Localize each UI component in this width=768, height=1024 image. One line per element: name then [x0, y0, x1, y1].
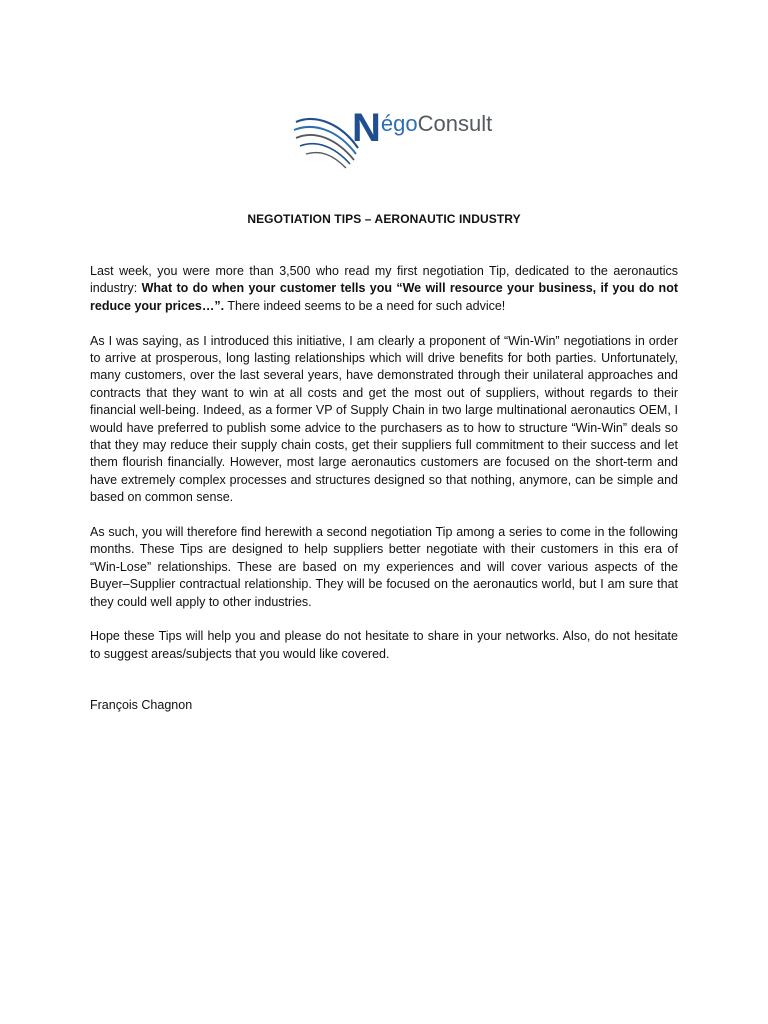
- paragraph-intro-text: Last week, you were more than 3,500 who read my first negotiation Tip, dedicated to the aeronautics industry:: [90, 264, 678, 296]
- document-body: [90, 263, 678, 681]
- paragraph-intro-bold: What to do when your customer tells you “We will resource your business, if you do not reduce your prices…”.: [90, 281, 678, 313]
- paragraph-intro: [90, 263, 678, 315]
- signature: François Chagnon: [90, 698, 193, 712]
- paragraph-proponent: As I was saying, as I introduced this initiative, I am clearly a proponent of “Win-Win” negotiations in order to arrive at prosperous, long lasting relationships which will drive benefits for both parties. Unfortunately, many customers, over the last several years, have demonstrated through their unilateral approaches and contracts that they want to win at all costs and get the most out of suppliers, without regards to their financial well-being. Indeed, as a former VP of Supply Chain in two large multinational aeronautics OEM, I would have preferred to publish some advice to the purchasers as to how to structure “Win-Win” deals so that they may reduce their supply chain costs, get their suppliers full commitment to their success and let them flourish financially. However, most large aeronautics customers are focused on the short-term and have extremely complex processes and structures designed so that nothing, anymore, can be simple and based on common sense.: [90, 333, 678, 505]
- logo-letter-n: N: [352, 106, 381, 150]
- logo-consult-text: Consult: [417, 111, 493, 136]
- paragraph-series: As such, you will therefore find herewith a second negotiation Tip among a series to come in the following months. These Tips are designed to help suppliers better negotiate with their customers in this era of “Win-Lose” relationships. These are based on my experiences and will cover various aspects of the Buyer–Supplier contractual relationship. They will be focused on the aeronautics world, but I am sure that they could well apply to other industries.: [90, 525, 678, 609]
- negoconsult-logo: [292, 104, 493, 174]
- paragraph-closing: Hope these Tips will help you and please do not hesitate to share in your networks. Also, do not hesitate to suggest areas/subjects that you would like covered.: [90, 629, 678, 661]
- logo-wordmark: [352, 108, 492, 148]
- logo-ego-text: égo: [380, 111, 418, 136]
- document-title: NEGOTIATION TIPS – AERONAUTIC INDUSTRY: [247, 212, 521, 226]
- paragraph-intro-text-end: There indeed seems to be a need for such advice!: [224, 298, 506, 313]
